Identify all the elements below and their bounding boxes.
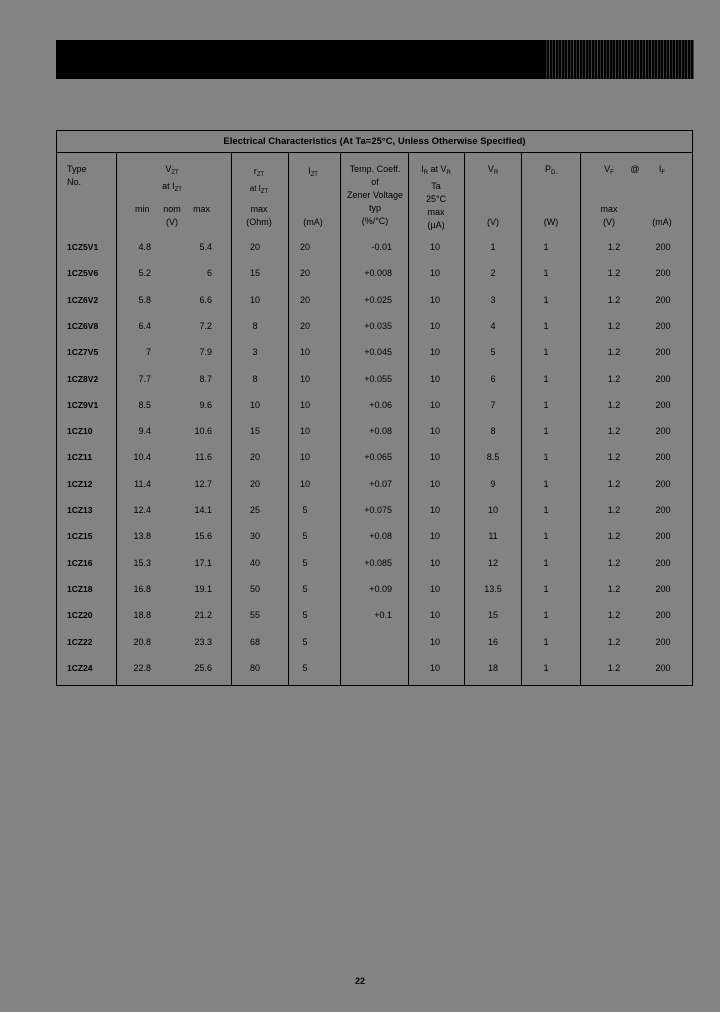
cell-type: 1CZ6V8 (67, 320, 99, 331)
cell-max: 10.6 (194, 426, 212, 437)
header-at-sign: @ (630, 164, 640, 174)
cell-izt: 10 (299, 452, 311, 463)
cell-ir: 10 (429, 347, 441, 358)
cell-tc: +0.1 (374, 610, 392, 621)
cell-rzt: 25 (249, 505, 261, 515)
cell-pd: 1 (543, 662, 549, 673)
cell-vf: 1.2 (607, 610, 621, 621)
cell-max: 7.9 (199, 347, 212, 358)
header-vzt-nom: nom (V) (163, 204, 181, 227)
cell-ir: 10 (429, 662, 441, 673)
cell-if: 200 (655, 531, 671, 542)
cell-rzt: 8 (252, 373, 258, 384)
cell-type: 1CZ5V6 (67, 268, 99, 279)
cell-vf: 1.2 (607, 636, 621, 647)
cell-ir: 10 (429, 399, 441, 410)
cell-min: 5.8 (138, 294, 151, 305)
cell-ir: 10 (429, 426, 441, 437)
cell-tc: +0.025 (364, 294, 392, 305)
cell-ir: 10 (429, 452, 441, 463)
cell-izt: 5 (302, 557, 308, 568)
header-pd: $P_{D.}$ (544, 164, 558, 176)
cell-type: 1CZ6V2 (67, 294, 99, 305)
cell-type: 1CZ8V2 (67, 373, 99, 384)
cell-rzt: 30 (249, 531, 261, 542)
header-izt-unit: (mA) (303, 217, 323, 227)
cell-min: 20.8 (133, 636, 151, 647)
cell-pd: 1 (543, 583, 549, 594)
cell-max: 25.6 (194, 662, 212, 673)
cell-pd: 1 (543, 531, 549, 542)
header-vr-unit: (V) (487, 217, 499, 227)
cell-izt: 10 (299, 399, 311, 410)
cell-vr: 18 (487, 662, 499, 673)
header-vzt-min: min (135, 204, 150, 214)
cell-pd: 1 (543, 268, 549, 279)
electrical-characteristics-table (56, 130, 693, 686)
header-rzt-max: max (Ohm) (246, 204, 272, 227)
cell-vf: 1.2 (607, 294, 621, 305)
cell-rzt: 68 (249, 636, 261, 647)
cell-tc: +0.035 (364, 320, 392, 331)
cell-vf: 1.2 (607, 242, 621, 252)
cell-pd: 1 (543, 242, 549, 252)
cell-vr: 10 (487, 505, 499, 515)
cell-min: 6.4 (138, 320, 151, 331)
cell-type: 1CZ24 (67, 662, 93, 673)
cell-vf: 1.2 (607, 347, 621, 358)
cell-pd: 1 (543, 452, 549, 463)
cell-vr: 8.5 (486, 452, 500, 463)
cell-izt: 10 (299, 426, 311, 437)
cell-vf: 1.2 (607, 452, 621, 463)
cell-izt: 20 (299, 294, 311, 305)
cell-tc: +0.065 (364, 452, 392, 463)
cell-min: 10.4 (133, 452, 151, 463)
cell-ir: 10 (429, 610, 441, 621)
header-vf-max: max (V) (600, 204, 618, 227)
cell-ir: 10 (429, 373, 441, 384)
cell-vr: 16 (487, 636, 499, 647)
cell-tc: +0.045 (364, 347, 392, 358)
cell-rzt: 15 (249, 426, 261, 437)
cell-type: 1CZ9V1 (67, 399, 99, 410)
cell-max: 11.6 (195, 452, 212, 463)
cell-if: 200 (655, 557, 671, 568)
cell-if: 200 (655, 320, 671, 331)
cell-rzt: 3 (252, 347, 258, 358)
col-divider (464, 152, 465, 685)
cell-if: 200 (655, 583, 671, 594)
header-ir: $I_R$ at $V_R$ Ta 25°C max (µA) (421, 164, 451, 230)
table-title: Electrical Characteristics (At Ta=25°C, Unless Otherwise Specified) (57, 131, 692, 153)
cell-max: 19.1 (194, 583, 212, 594)
cell-pd: 1 (543, 426, 549, 437)
cell-if: 200 (655, 478, 671, 489)
header-bar-noise (544, 40, 694, 79)
cell-tc: -0.01 (371, 242, 392, 252)
cell-pd: 1 (543, 610, 549, 621)
cell-vr: 9 (490, 478, 496, 489)
cell-min: 13.8 (133, 531, 151, 542)
cell-ir: 10 (429, 505, 441, 515)
cell-min: 16.8 (133, 583, 151, 594)
cell-max: 21.2 (194, 610, 212, 621)
cell-izt: 5 (302, 505, 308, 515)
cell-rzt: 15 (249, 268, 261, 279)
cell-tc: +0.06 (369, 399, 392, 410)
cell-type: 1CZ12 (67, 478, 93, 489)
cell-min: 22.8 (133, 662, 151, 673)
cell-min: 12.4 (133, 505, 151, 515)
col-divider (340, 152, 341, 685)
cell-pd: 1 (543, 347, 549, 358)
cell-max: 23.3 (194, 636, 212, 647)
header-if-unit: (mA) (652, 217, 672, 227)
cell-if: 200 (655, 505, 671, 515)
cell-tc: +0.085 (364, 557, 392, 568)
cell-ir: 10 (429, 242, 441, 252)
cell-tc: +0.08 (369, 531, 392, 542)
cell-vf: 1.2 (607, 662, 621, 673)
header-izt: $I_{ZT}$ (308, 166, 318, 178)
cell-vf: 1.2 (607, 373, 621, 384)
cell-izt: 10 (299, 347, 311, 358)
cell-izt: 20 (299, 242, 311, 252)
cell-vr: 11 (488, 531, 498, 542)
cell-izt: 5 (302, 636, 308, 647)
cell-max: 17.1 (194, 557, 212, 568)
header-if: $I_F$ (658, 164, 666, 176)
cell-if: 200 (655, 268, 671, 279)
cell-type: 1CZ7V5 (67, 347, 99, 358)
cell-rzt: 80 (249, 662, 261, 673)
cell-tc: +0.07 (369, 478, 392, 489)
cell-vr: 13.5 (484, 583, 502, 594)
cell-max: 5.4 (199, 242, 212, 252)
cell-if: 200 (655, 242, 671, 252)
cell-if: 200 (655, 662, 671, 673)
col-divider (521, 152, 522, 685)
cell-if: 200 (655, 636, 671, 647)
cell-max: 7.2 (199, 320, 212, 331)
col-divider (408, 152, 409, 685)
cell-ir: 10 (429, 478, 441, 489)
cell-max: 12.7 (194, 478, 212, 489)
cell-if: 200 (655, 373, 671, 384)
cell-min: 8.5 (138, 399, 151, 410)
col-divider (580, 152, 581, 685)
cell-vf: 1.2 (607, 399, 621, 410)
cell-rzt: 40 (249, 557, 261, 568)
cell-rzt: 20 (249, 452, 261, 463)
cell-rzt: 10 (249, 399, 261, 410)
cell-type: 1CZ16 (67, 557, 93, 568)
cell-vr: 6 (490, 373, 496, 384)
cell-pd: 1 (543, 399, 549, 410)
cell-type: 1CZ22 (67, 636, 93, 647)
cell-pd: 1 (543, 373, 549, 384)
cell-tc: +0.075 (364, 505, 392, 515)
cell-min: 7 (145, 347, 151, 358)
cell-max: 14.1 (194, 505, 212, 515)
cell-rzt: 8 (252, 320, 258, 331)
cell-tc: +0.08 (369, 426, 392, 437)
cell-izt: 5 (302, 610, 308, 621)
cell-ir: 10 (429, 583, 441, 594)
header-vf: $V_F$ (604, 164, 614, 176)
cell-min: 11.4 (134, 478, 151, 489)
cell-min: 7.7 (138, 373, 151, 384)
cell-vr: 1 (490, 242, 496, 252)
cell-vr: 8 (490, 426, 496, 437)
header-rzt: $r_{ZT}$ at $I_{ZT}$ (249, 166, 269, 195)
cell-max: 9.6 (199, 399, 212, 410)
header-bar (56, 40, 694, 79)
cell-vf: 1.2 (607, 478, 621, 489)
cell-pd: 1 (543, 636, 549, 647)
cell-pd: 1 (543, 505, 549, 515)
cell-min: 18.8 (133, 610, 151, 621)
cell-vr: 12 (487, 557, 499, 568)
cell-izt: 10 (299, 373, 311, 384)
page-number: 22 (354, 976, 366, 986)
cell-rzt: 55 (249, 610, 261, 621)
header-temp-coeff: Temp. Coeff. of Zener Voltage typ (%/°C) (346, 164, 404, 226)
cell-type: 1CZ13 (67, 505, 93, 515)
cell-max: 8.7 (199, 373, 212, 384)
cell-if: 200 (655, 347, 671, 358)
col-divider (231, 152, 232, 685)
cell-izt: 20 (299, 320, 311, 331)
cell-type: 1CZ18 (67, 583, 93, 594)
cell-ir: 10 (429, 294, 441, 305)
cell-min: 15.3 (133, 557, 151, 568)
cell-izt: 5 (302, 662, 308, 673)
cell-rzt: 20 (249, 478, 261, 489)
cell-if: 200 (655, 426, 671, 437)
cell-ir: 10 (429, 636, 441, 647)
cell-rzt: 20 (249, 242, 261, 252)
cell-max: 6.6 (199, 294, 212, 305)
cell-type: 1CZ20 (67, 610, 93, 621)
cell-vf: 1.2 (607, 583, 621, 594)
cell-type: 1CZ10 (67, 426, 93, 437)
cell-ir: 10 (429, 268, 441, 279)
cell-vf: 1.2 (607, 505, 621, 515)
header-pd-unit: (W) (543, 217, 559, 227)
cell-vf: 1.2 (607, 268, 621, 279)
cell-pd: 1 (543, 294, 549, 305)
cell-vr: 15 (487, 610, 499, 621)
cell-vr: 7 (490, 399, 496, 410)
cell-if: 200 (655, 399, 671, 410)
cell-type: 1CZ15 (67, 531, 93, 542)
cell-vr: 5 (490, 347, 496, 358)
col-divider (116, 152, 117, 685)
cell-pd: 1 (543, 557, 549, 568)
cell-if: 200 (655, 294, 671, 305)
header-vr: $V_R$ (487, 164, 499, 176)
col-divider (288, 152, 289, 685)
cell-vr: 3 (490, 294, 496, 305)
cell-max: 6 (206, 268, 212, 279)
cell-vf: 1.2 (607, 320, 621, 331)
header-vzt: $V_{ZT}$ at $I_{ZT}$ (162, 164, 182, 193)
cell-pd: 1 (543, 478, 549, 489)
cell-pd: 1 (543, 320, 549, 331)
cell-vf: 1.2 (607, 426, 621, 437)
cell-vf: 1.2 (607, 557, 621, 568)
cell-tc: +0.09 (369, 583, 392, 594)
cell-vf: 1.2 (607, 531, 621, 542)
cell-type: 1CZ5V1 (67, 242, 99, 252)
cell-type: 1CZ11 (67, 452, 93, 463)
cell-tc: +0.055 (364, 373, 392, 384)
cell-min: 9.4 (138, 426, 151, 437)
cell-if: 200 (655, 610, 671, 621)
cell-rzt: 50 (249, 583, 261, 594)
cell-ir: 10 (429, 557, 441, 568)
header-vzt-max: max (193, 204, 211, 214)
cell-izt: 5 (302, 531, 308, 542)
header-type: Type No. (67, 164, 87, 187)
cell-min: 4.8 (138, 242, 151, 252)
cell-tc: +0.008 (364, 268, 392, 279)
cell-vr: 4 (490, 320, 496, 331)
cell-vr: 2 (490, 268, 496, 279)
cell-ir: 10 (429, 320, 441, 331)
cell-izt: 5 (302, 583, 308, 594)
cell-izt: 10 (299, 478, 311, 489)
cell-max: 15.6 (194, 531, 212, 542)
cell-min: 5.2 (138, 268, 151, 279)
cell-rzt: 10 (249, 294, 261, 305)
cell-izt: 20 (299, 268, 311, 279)
cell-ir: 10 (429, 531, 441, 542)
cell-if: 200 (655, 452, 671, 463)
